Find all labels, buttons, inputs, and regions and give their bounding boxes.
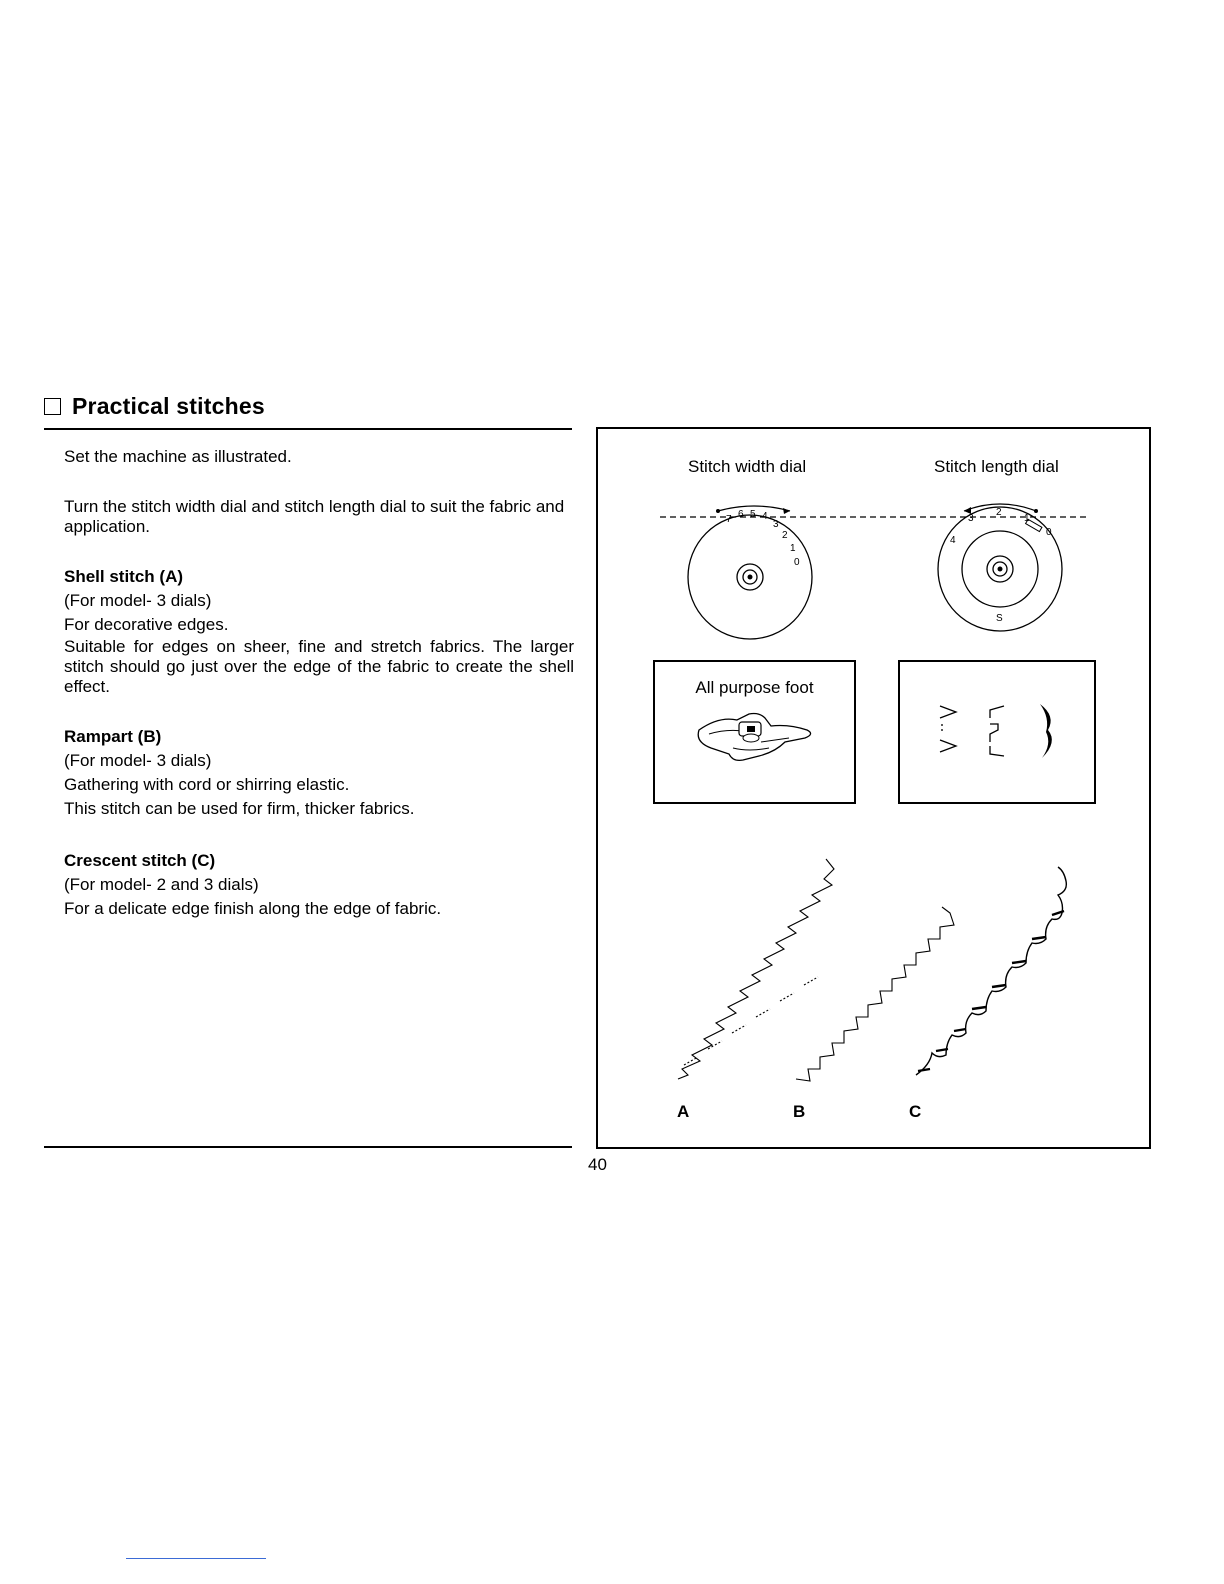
stitch-samples xyxy=(668,839,1138,1089)
top-rule xyxy=(44,428,572,430)
width-dial-number: 3 xyxy=(773,519,779,530)
bottom-rule xyxy=(44,1146,572,1148)
rampart-section xyxy=(64,725,574,821)
crescent-stitch-section xyxy=(64,849,574,921)
shell-stitch-pattern-icon xyxy=(940,706,956,752)
length-dial-number: 4 xyxy=(950,535,956,546)
stitch-width-dial-numbers xyxy=(684,495,824,635)
stitch-length-dial-numbers xyxy=(934,495,1074,635)
rampart-pattern-icon xyxy=(990,706,1004,756)
stitch-pattern-box xyxy=(898,660,1096,804)
length-dial-number: 2 xyxy=(996,507,1002,518)
shell-stitch-title: Shell stitch (A) xyxy=(64,567,184,586)
stitch-sample-c xyxy=(916,867,1066,1075)
rampart-model: (For model- 3 dials) xyxy=(64,751,212,770)
stitch-pattern-icons xyxy=(900,662,1098,806)
width-dial-number: 6 xyxy=(738,509,744,520)
shell-stitch-detail: Suitable for edges on sheer, fine and stretch fabrics. The larger stitch should go just over the edge of the fabric to create the shell effect. xyxy=(64,637,574,696)
all-purpose-foot-label: All purpose foot xyxy=(695,678,814,697)
crescent-stitch-model: (For model- 2 and 3 dials) xyxy=(64,875,259,894)
width-dial-number: 7 xyxy=(726,514,732,525)
crescent-stitch-use: For a delicate edge finish along the edge of fabric. xyxy=(64,899,442,918)
length-dial-number: 3 xyxy=(968,513,974,524)
shell-stitch-section xyxy=(64,565,574,697)
width-dial-number: 5 xyxy=(750,509,756,520)
stitch-sample-b xyxy=(796,907,954,1081)
stitch-width-dial-label: Stitch width dial xyxy=(688,457,807,476)
width-dial-number: 0 xyxy=(794,557,800,568)
stitch-label-c: C xyxy=(909,1102,922,1121)
rampart-detail: This stitch can be used for firm, thicker fabrics. xyxy=(64,799,415,818)
stitch-length-dial-label: Stitch length dial xyxy=(934,457,1059,476)
section-heading xyxy=(44,393,265,420)
stitch-label-a: A xyxy=(677,1102,690,1121)
width-dial-number: 1 xyxy=(790,543,796,554)
shell-stitch-model: (For model- 3 dials) xyxy=(64,591,212,610)
checkbox-square-icon xyxy=(44,398,61,415)
decorative-blue-line xyxy=(126,1558,266,1559)
rampart-use: Gathering with cord or shirring elastic. xyxy=(64,775,350,794)
intro-line-1: Set the machine as illustrated. xyxy=(64,447,292,466)
width-dial-number: 4 xyxy=(762,511,768,522)
presser-foot-icon xyxy=(689,708,829,788)
stitch-sample-a xyxy=(678,859,834,1079)
crescent-pattern-icon xyxy=(1040,704,1052,758)
shell-stitch-use: For decorative edges. xyxy=(64,615,229,634)
instructions-text xyxy=(64,447,574,921)
illustration-frame xyxy=(596,427,1151,1149)
page-number: 40 xyxy=(588,1155,607,1174)
length-dial-number: 1 xyxy=(1024,513,1030,524)
length-dial-number: 0 xyxy=(1046,527,1052,538)
length-dial-number: S xyxy=(996,613,1003,624)
stitch-label-b: B xyxy=(793,1102,806,1121)
section-title: Practical stitches xyxy=(72,393,265,419)
width-dial-number: 2 xyxy=(782,530,788,541)
all-purpose-foot-box xyxy=(653,660,856,804)
intro-line-2: Turn the stitch width dial and stitch length dial to suit the fabric and application. xyxy=(64,497,565,536)
crescent-stitch-title: Crescent stitch (C) xyxy=(64,851,216,870)
rampart-title: Rampart (B) xyxy=(64,727,162,746)
